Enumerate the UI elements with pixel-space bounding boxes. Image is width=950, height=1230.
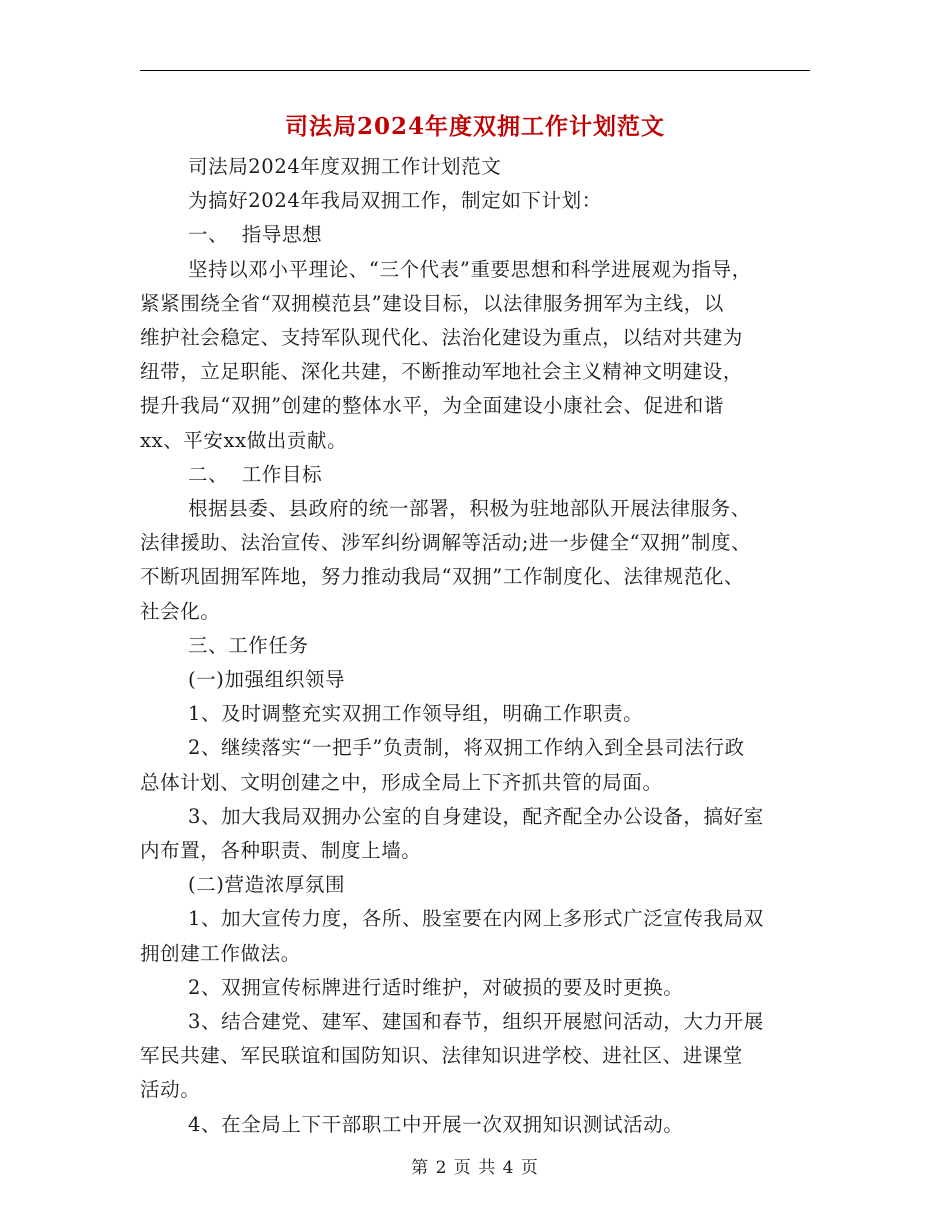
body-line: 纽带，立足职能、深化共建，不断推动军地社会主义精神文明建设， xyxy=(140,360,744,384)
subsection-heading: (二)营造浓厚氛围 xyxy=(188,873,346,897)
page-number: 第 2 页 共 4 页 xyxy=(411,1158,539,1178)
body-line: 社会化。 xyxy=(140,599,221,623)
header-rule xyxy=(140,70,810,71)
body-line: 坚持以邓小平理论、“三个代表”重要思想和科学进展观为指导， xyxy=(188,257,752,281)
body-line: 内布置，各种职责、制度上墙。 xyxy=(140,839,422,863)
body-line: 2、继续落实“一把手”负责制，将双拥工作纳入到全县司法行政 xyxy=(188,736,745,760)
body-line: 军民共建、军民联谊和国防知识、法律知识进学校、进社区、进课堂 xyxy=(140,1044,744,1068)
body-line: 不断巩固拥军阵地，努力推动我局“双拥”工作制度化、法律规范化、 xyxy=(140,565,745,589)
body-line: 3、加大我局双拥办公室的自身建设，配齐配全办公设备，搞好室 xyxy=(188,804,764,828)
subsection-heading: (一)加强组织领导 xyxy=(188,668,346,692)
body-line: 3、结合建党、建军、建国和春节，组织开展慰问活动，大力开展 xyxy=(188,1010,764,1034)
section-heading: 三、工作任务 xyxy=(188,633,309,657)
body-line: 为搞好2024年我局双拥工作，制定如下计划： xyxy=(188,189,602,213)
section-heading: 一、 指导思想 xyxy=(188,223,323,247)
body-line: 维护社会稳定、支持军队现代化、法治化建设为重点，以结对共建为 xyxy=(140,326,744,350)
body-line: 4、在全局上下干部职工中开展一次双拥知识测试活动。 xyxy=(188,1112,684,1136)
body-line: 司法局2024年度双拥工作计划范文 xyxy=(188,155,502,178)
body-line: xx、平安xx做出贡献。 xyxy=(140,428,348,452)
body-line: 2、双拥宣传标牌进行适时维护，对破损的要及时更换。 xyxy=(188,975,684,999)
body-line: 1、及时调整充实双拥工作领导组，明确工作职责。 xyxy=(188,702,644,726)
body-line: 总体计划、文明创建之中，形成全局上下齐抓共管的局面。 xyxy=(140,770,663,794)
section-heading: 二、 工作目标 xyxy=(188,462,323,486)
document-title: 司法局2024年度双拥工作计划范文 xyxy=(284,113,665,140)
body-line: 提升我局“双拥”创建的整体水平，为全面建设小康社会、促进和谐 xyxy=(140,394,724,418)
body-line: 根据县委、县政府的统一部署，积极为驻地部队开展法律服务、 xyxy=(188,497,751,521)
body-line: 法律援助、法治宣传、涉军纠纷调解等活动;进一步健全“双拥”制度、 xyxy=(140,531,752,555)
body-line: 紧紧围绕全省“双拥模范县”建设目标，以法律服务拥军为主线，以 xyxy=(140,291,724,315)
document-body xyxy=(140,150,810,1142)
body-line: 拥创建工作做法。 xyxy=(140,941,301,965)
body-line: 1、加大宣传力度，各所、股室要在内网上多形式广泛宣传我局双 xyxy=(188,907,764,931)
body-line: 活动。 xyxy=(140,1078,201,1102)
